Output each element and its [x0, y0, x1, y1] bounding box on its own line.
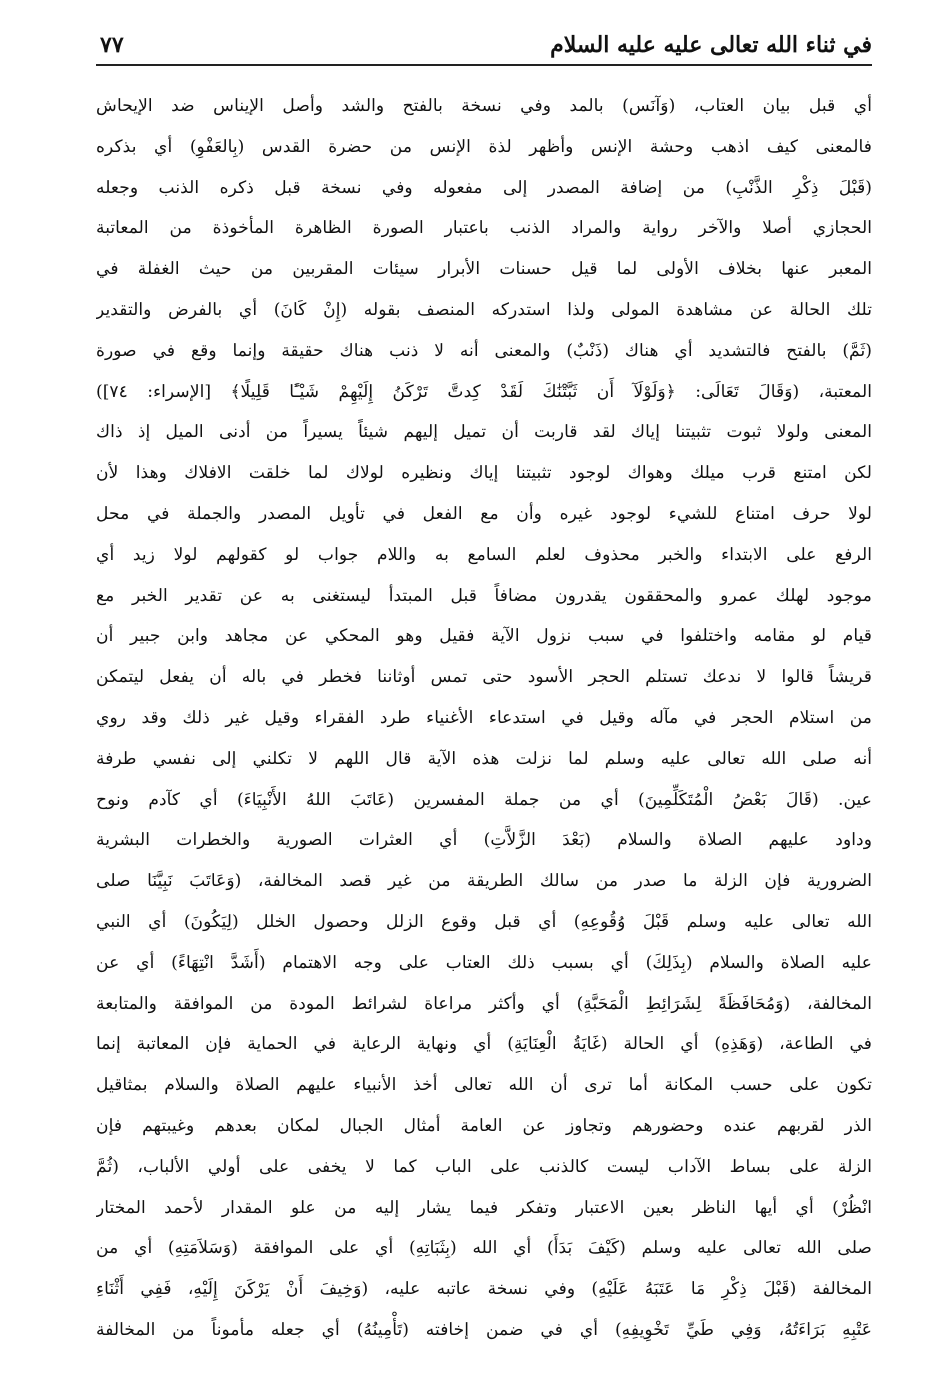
- text-line: عليه الصلاة والسلام (بِذَلِكَ) أي بسبب ذلك العتاب على وجه الاهتمام (أَشَدَّ انْتِهَاءً) أي عن: [96, 952, 872, 973]
- text-line: عين. (قَالَ بَعْضُ الْمُتَكَلِّمِينَ) أي من جملة المفسرين (عَاتَبَ اللهُ الأَنْبِيَاءَ) أي كآدم ونوح: [96, 789, 872, 810]
- text-line: الذر لقربهم عنده وحضورهم وتجاوز عن العامة أمثال الجبال لمكان بعدهم وغيبتهم فإن: [96, 1115, 872, 1136]
- header-rule: [96, 64, 872, 66]
- text-line: المخالفة (قَبْلَ ذِكْرِ مَا عَتَبَهُ عَلَيْهِ) وفي نسخة عاتبه عليه، (وَخِيفَ أَنْ يَرْكَنَ إِلَيْهِ، فَفِي أَثْنَاءِ: [96, 1279, 872, 1300]
- text-line: (قَبْلَ ذِكْرِ الذَّنْبِ) من إضافة المصدر إلى مفعوله وفي نسخة قبل ذكره الذنب وجعله: [96, 177, 872, 198]
- text-line: لكن امتنع قرب ميلك وهواك لوجود تثبيتنا إياك ونظيره لولاك لما خلقت الافلاك وهذا لأن: [96, 463, 872, 484]
- text-line: الضرورية فإن الزلة ما صدر من سالك الطريقة من غير قصد المخالفة، (وَعَاتَبَ نَبِيَّنَا صلى: [96, 871, 872, 892]
- text-line: أي قبل بيان العتاب، (وَآنَس) بالمد وفي نسخة بالفتح والشد وأصل الإيناس ضد الإيحاش: [96, 96, 872, 116]
- text-line: الله تعالى عليه وسلم قَبْلَ وُقُوعِهِ) أي قبل وقوع الزلل وحصول الخلل (لِيَكُونَ) أي النبي: [96, 911, 872, 932]
- page-header: [96, 28, 872, 68]
- text-line: في الطاعة، (وَهَذِهِ) أي الحالة (غَايَةُ الْعِنَايَةِ) أي ونهاية الرعاية في الحماية فإن المعاتبة إنما: [96, 1034, 872, 1055]
- text-line: قريشاً قالوا لا ندعك تستلم الحجر الأسود حتى تمس أوثاننا فخطر في باله أن يفعل ليتمكن: [96, 667, 872, 688]
- text-line: تكون على حسب المكانة أما ترى أن الله تعالى أخذ الأنبياء عليهم الصلاة والسلام بمثاقيل: [96, 1075, 872, 1096]
- text-line: أنه صلى الله تعالى عليه وسلم لما نزلت هذه الآية قال اللهم لا تكلني إلى نفسي طرفة: [96, 748, 872, 769]
- text-line: قيام لو مقامه واختلفوا في سبب نزول الآية فقيل وهو المحكي عن مجاهد وابن جبير أن: [96, 626, 872, 647]
- body-text: [96, 86, 872, 1351]
- text-line: تلك الحالة عن مشاهدة المولى ولذا استدركه المنصف بقوله (إِنْ كَانَ) أي بالفرض والتقدير: [96, 299, 872, 320]
- text-line: المعنى ولولا ثبوت تثبيتنا إياك لقد قاربت أن تميل إليهم شيئاً يسيراً من أدنى الميل إذ ذاك: [96, 422, 872, 443]
- page-number: ٧٧: [100, 32, 124, 58]
- text-line: المعبر عنها بخلاف الأولى لما قيل حسنات الأبرار سيئات المقربين من حيث الغفلة في: [96, 259, 872, 280]
- text-line: وداود عليهم الصلاة والسلام (بَعْدَ الزَّلاَّتِ) أي العثرات الصورية والخطرات البشرية: [96, 830, 872, 851]
- text-line: صلى الله تعالى عليه وسلم (كَيْفَ بَدَأَ) أي الله (بِثَبَاتِهِ) أي على الموافقة (وَسَلاَمَتِهِ) أي من: [96, 1238, 872, 1259]
- text-line: عَتْبِهِ بَرَاءَتُهُ، وَفِي طَيِّ تَخْوِيفِهِ) أي في ضمن إخافته (تَأْمِينُهُ) أي جعله مأموناً من المخالفة: [96, 1319, 872, 1340]
- running-title: في ثناء الله تعالى عليه عليه السلام: [550, 32, 872, 58]
- text-line: من استلام الحجر في مآله وقيل في استدعاء الأغنياء طرد الفقراء وقيل غير ذلك وقد روي: [96, 707, 872, 728]
- text-line: المعتبة، (وَقَالَ تَعَالَى: ﴿وَلَوْلَآ أَن ثَبَّتْنَٰكَ لَقَدْ كِدتَّ تَرْكَنُ إِلَيْهِمْ شَيْـًٔا قَلِيلًا﴾ [الإسراء: ٧٤]): [96, 381, 872, 402]
- text-line: انْظُرْ) أي أيها الناظر بعين الاعتبار وتفكر فيما يشار إليه من علو المقدار لأحمد المختار: [96, 1197, 872, 1218]
- text-line: لولا حرف امتناع للشيء لوجود غيره وأن مع الفعل في تأويل المصدر والجملة في محل: [96, 503, 872, 524]
- text-line: موجود لهلك عمرو والمحققون يقدرون مضافاً قبل المبتدأ ليستغنى به عن تقدير الخبر مع: [96, 585, 872, 606]
- text-line: الرفع على الابتداء والخبر محذوف لعلم السامع به واللام جواب لو كقولهم لولا زيد أي: [96, 544, 872, 565]
- text-line: الحجازي أصلا والآخر رواية والمراد الذنب باعتبار الصورة الظاهرة المأخوذة من المعاتبة: [96, 218, 872, 239]
- text-line: المخالفة، (وَمُحَافَظَةً لِشَرَائِطِ الْمَحَبَّةِ) أي وأكثر مراعاة لشرائط المودة من الموافقة والمتابعة: [96, 993, 872, 1014]
- text-line: فالمعنى كيف اذهب وحشة الإنس وأظهر لذة الإنس من حضرة القدس (بِالعَفْوِ) أي بذكره: [96, 136, 872, 157]
- text-line: الزلة على بساط الآداب ليست كالذنب على الباب كما لا يخفى على أولي الألباب، (ثُمَّ: [96, 1156, 872, 1177]
- text-line: (ثَمَّ) بالفتح فالتشديد أي هناك (ذَنْبٌ) والمعنى أنه لا ذنب هناك حقيقة وإنما وقع في صورة: [96, 340, 872, 361]
